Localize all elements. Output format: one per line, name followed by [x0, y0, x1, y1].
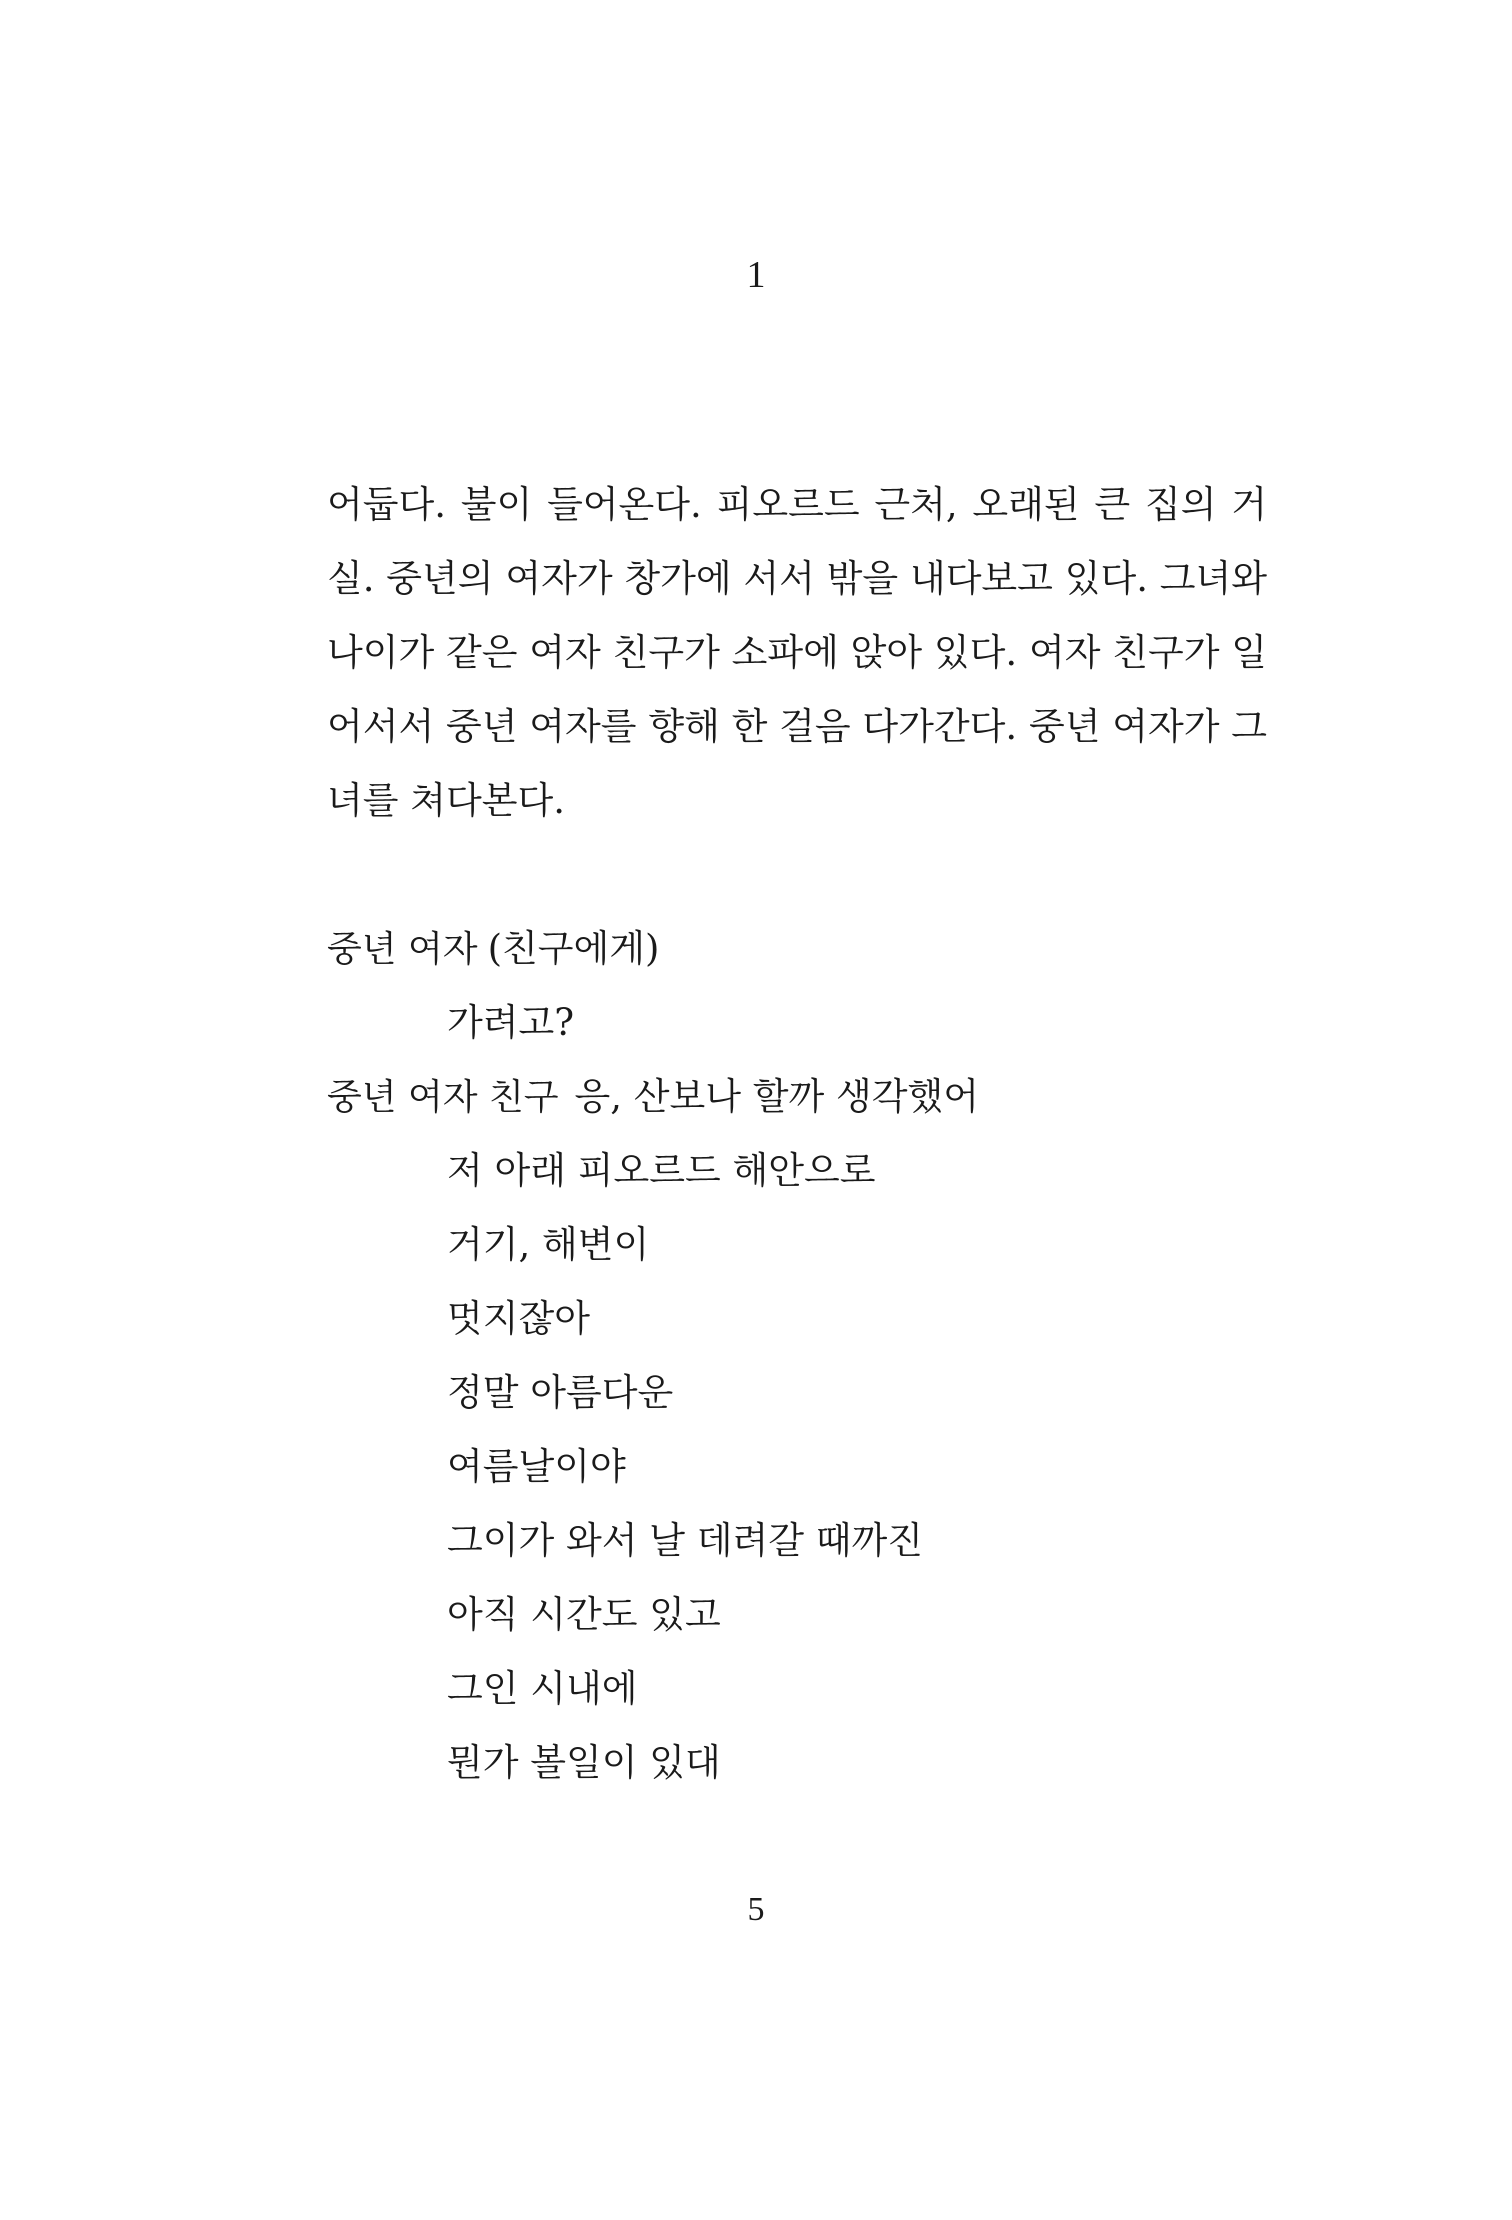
dialogue-line: 아직 시간도 있고 — [447, 1593, 721, 1636]
stage-direction: 어둡다. 불이 들어온다. 피오르드 근처, 오래된 큰 집의 거실. 중년의 여자가 창가에 서서 밖을 내다보고 있다. 그녀와 나이가 같은 여자 친구가 소파에 앉아 있다. 여자 친구가 일어서서 중년 여자를 향해 한 걸음 다가간다. 중년 여자가 그녀를 쳐다본다. — [327, 483, 1267, 822]
dialogue-line: 여름날이야 — [447, 1445, 626, 1488]
speaker-name: 중년 여자 — [327, 929, 478, 970]
dialogue-block — [327, 912, 1327, 1800]
dialogue-line: 거기, 해변이 — [447, 1223, 650, 1266]
dialogue-line: 저 아래 피오르드 해안으로 — [447, 1149, 876, 1192]
dialogue-line: 응, 산보나 할까 생각했어 — [574, 1075, 980, 1118]
speaker-line — [327, 1060, 1327, 1134]
dialogue-line: 뭔가 볼일이 있대 — [447, 1741, 721, 1784]
speaker-line — [327, 912, 1327, 986]
page-number: 5 — [747, 1891, 765, 1928]
dialogue-line: 정말 아름다운 — [447, 1371, 674, 1414]
scene-number: 1 — [746, 254, 766, 296]
dialogue-line: 멋지잖아 — [447, 1297, 590, 1340]
speaker-name: 중년 여자 친구 — [327, 1077, 559, 1118]
dialogue-line: 가려고? — [447, 1001, 575, 1044]
dialogue-line: 그이가 와서 날 데려갈 때까진 — [447, 1519, 923, 1562]
dialogue-line: 그인 시내에 — [447, 1667, 638, 1710]
parenthetical: (친구에게) — [487, 927, 660, 970]
